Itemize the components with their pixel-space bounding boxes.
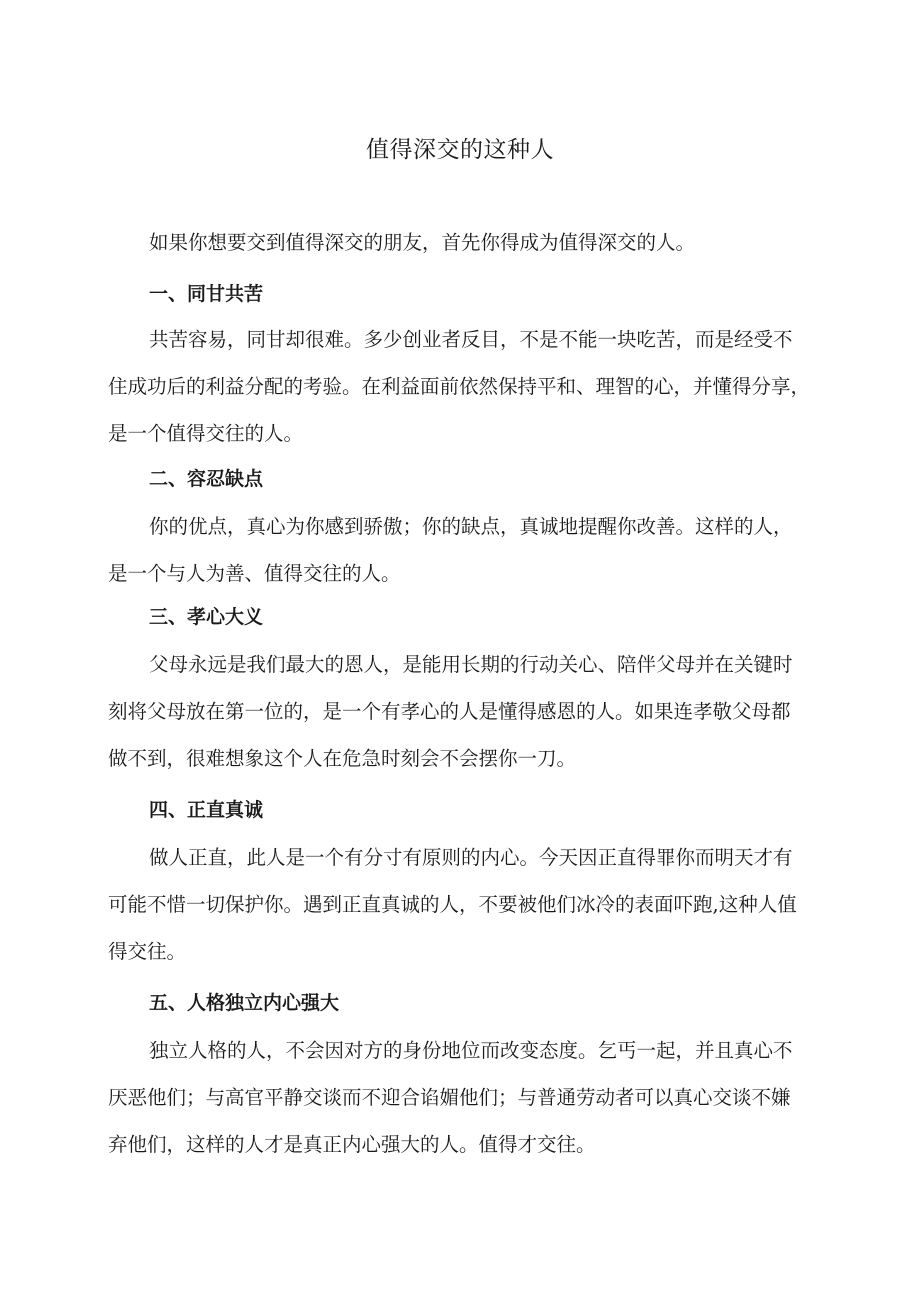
section-3-line-2: 刻将父母放在第一位的，是一个有孝心的人是懂得感恩的人。如果连孝敬父母都 [108,700,791,723]
section-1-heading: 一、同甘共苦 [149,283,264,305]
section-1-line-2: 住成功后的利益分配的考验。在利益面前依然保持平和、理智的心，并懂得分享， [108,375,811,398]
section-2-line-2: 是一个与人为善、值得交往的人。 [108,562,401,585]
section-2-line-1: 你的优点，真心为你感到骄傲；你的缺点，真诚地提醒你改善。这样的人， [149,515,793,538]
section-4-line-3: 得交往。 [108,940,187,963]
section-4-heading: 四、正直真诚 [149,799,264,821]
section-5-paragraph [108,1027,822,1168]
section-5-line-1: 独立人格的人，不会因对方的身份地位而改变态度。乞丐一起，并且真心不 [149,1039,793,1062]
section-1-line-3: 是一个值得交往的人。 [108,422,304,445]
section-5-heading: 五、人格独立内心强大 [149,992,340,1014]
document-title: 值得深交的这种人 [366,137,554,163]
section-3-line-1: 父母永远是我们最大的恩人，是能用长期的行动关心、陪伴父母并在关键时 [149,653,793,676]
section-2-paragraph [108,503,822,597]
section-4-line-2: 可能不惜一切保护你。遇到正直真诚的人，不要被他们冰冷的表面吓跑,这种人值 [108,893,797,916]
section-5-line-2: 厌恶他们；与高官平静交谈而不迎合谄媚他们；与普通劳动者可以真心交谈不嫌 [108,1086,791,1109]
intro-line: 如果你想要交到值得深交的朋友，首先你得成为值得深交的人。 [149,231,696,254]
section-3-paragraph [108,641,822,782]
section-1-paragraph [108,316,822,457]
section-3-line-3: 做不到，很难想象这个人在危急时刻会不会摆你一刀。 [108,747,577,770]
section-5-line-3: 弃他们，这样的人才是真正内心强大的人。值得才交往。 [108,1133,596,1156]
section-4-paragraph [108,834,822,975]
section-2-heading: 二、容忍缺点 [149,468,264,490]
section-1-line-1: 共苦容易，同甘却很难。多少创业者反目，不是不能一块吃苦，而是经受不 [149,328,793,351]
intro-paragraph [108,219,822,266]
section-4-line-1: 做人正直，此人是一个有分寸有原则的内心。今天因正直得罪你而明天才有 [149,846,793,869]
section-3-heading: 三、孝心大义 [149,606,264,628]
